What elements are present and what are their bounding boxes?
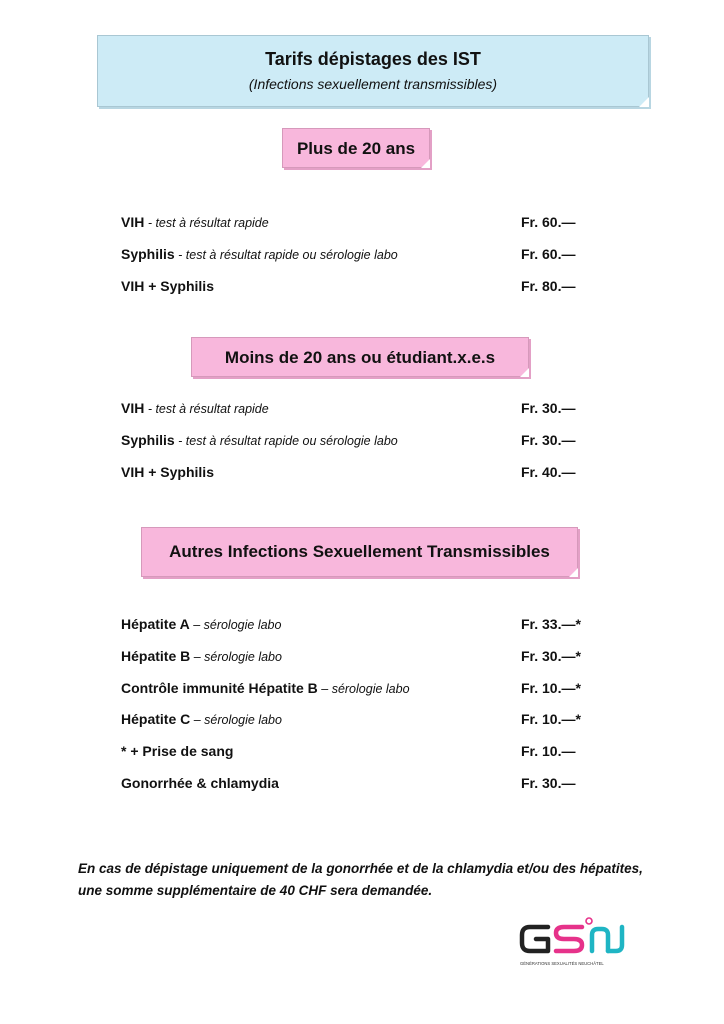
test-name: Gonorrhée & chlamydia (121, 775, 279, 791)
test-name: Hépatite C (121, 711, 191, 727)
test-description: - test à résultat rapide ou sérologie labo (174, 434, 398, 448)
test-price: Fr. 33.—* (521, 616, 581, 632)
test-name: VIH (121, 214, 145, 230)
gsn-logo (518, 915, 630, 969)
test-price: Fr. 60.— (521, 246, 576, 262)
price-row (121, 464, 601, 484)
test-name: Hépatite A (121, 616, 190, 632)
test-description: - test à résultat rapide (144, 402, 269, 416)
test-name: Hépatite B (121, 648, 191, 664)
page-title-box (97, 35, 649, 107)
price-row (121, 278, 601, 298)
price-row (121, 400, 601, 420)
price-row (121, 616, 601, 636)
test-price: Fr. 30.— (521, 432, 576, 448)
gsn-logo-icon (518, 915, 630, 969)
test-price: Fr. 30.— (521, 400, 576, 416)
footer-note: En cas de dépistage uniquement de la gonorrhée et de la chlamydia et/ou des hépatites, une somme supplémentaire de 40 CHF sera demandée. (78, 861, 643, 898)
test-name: VIH (121, 400, 145, 416)
test-price: Fr. 10.— (521, 743, 576, 759)
price-row (121, 680, 601, 700)
test-description: – sérologie labo (190, 713, 282, 727)
test-name: Contrôle immunité Hépatite B (121, 680, 318, 696)
price-row (121, 711, 601, 731)
test-name: * + Prise de sang (121, 743, 234, 759)
price-row (121, 432, 601, 452)
test-description: – sérologie labo (317, 682, 410, 696)
test-name: Syphilis (121, 246, 175, 262)
test-name: VIH + Syphilis (121, 464, 214, 480)
section-heading-over-20: Plus de 20 ans (282, 128, 430, 168)
section-heading-under-20: Moins de 20 ans ou étudiant.x.e.s (191, 337, 529, 377)
test-name: Syphilis (121, 432, 175, 448)
price-row (121, 648, 601, 668)
test-description: - test à résultat rapide ou sérologie labo (174, 248, 398, 262)
test-description: – sérologie labo (189, 618, 282, 632)
page-title: Tarifs dépistages des IST (265, 49, 481, 69)
logo-tagline: GÉNÉRATIONS SEXUALITÉS NEUCHÂTEL (520, 961, 604, 966)
test-description: – sérologie labo (190, 650, 282, 664)
test-name: VIH + Syphilis (121, 278, 214, 294)
test-description: - test à résultat rapide (144, 216, 269, 230)
price-row (121, 743, 601, 763)
test-price: Fr. 10.—* (521, 711, 581, 727)
price-row (121, 246, 601, 266)
page-subtitle: (Infections sexuellement transmissibles) (248, 76, 498, 92)
test-price: Fr. 10.—* (521, 680, 581, 696)
test-price: Fr. 80.— (521, 278, 576, 294)
price-row (121, 214, 601, 234)
test-price: Fr. 30.— (521, 775, 576, 791)
price-row (121, 775, 601, 795)
test-price: Fr. 60.— (521, 214, 576, 230)
test-price: Fr. 30.—* (521, 648, 581, 664)
section-heading-other-sti: Autres Infections Sexuellement Transmissibles (141, 527, 578, 577)
test-price: Fr. 40.— (521, 464, 576, 480)
